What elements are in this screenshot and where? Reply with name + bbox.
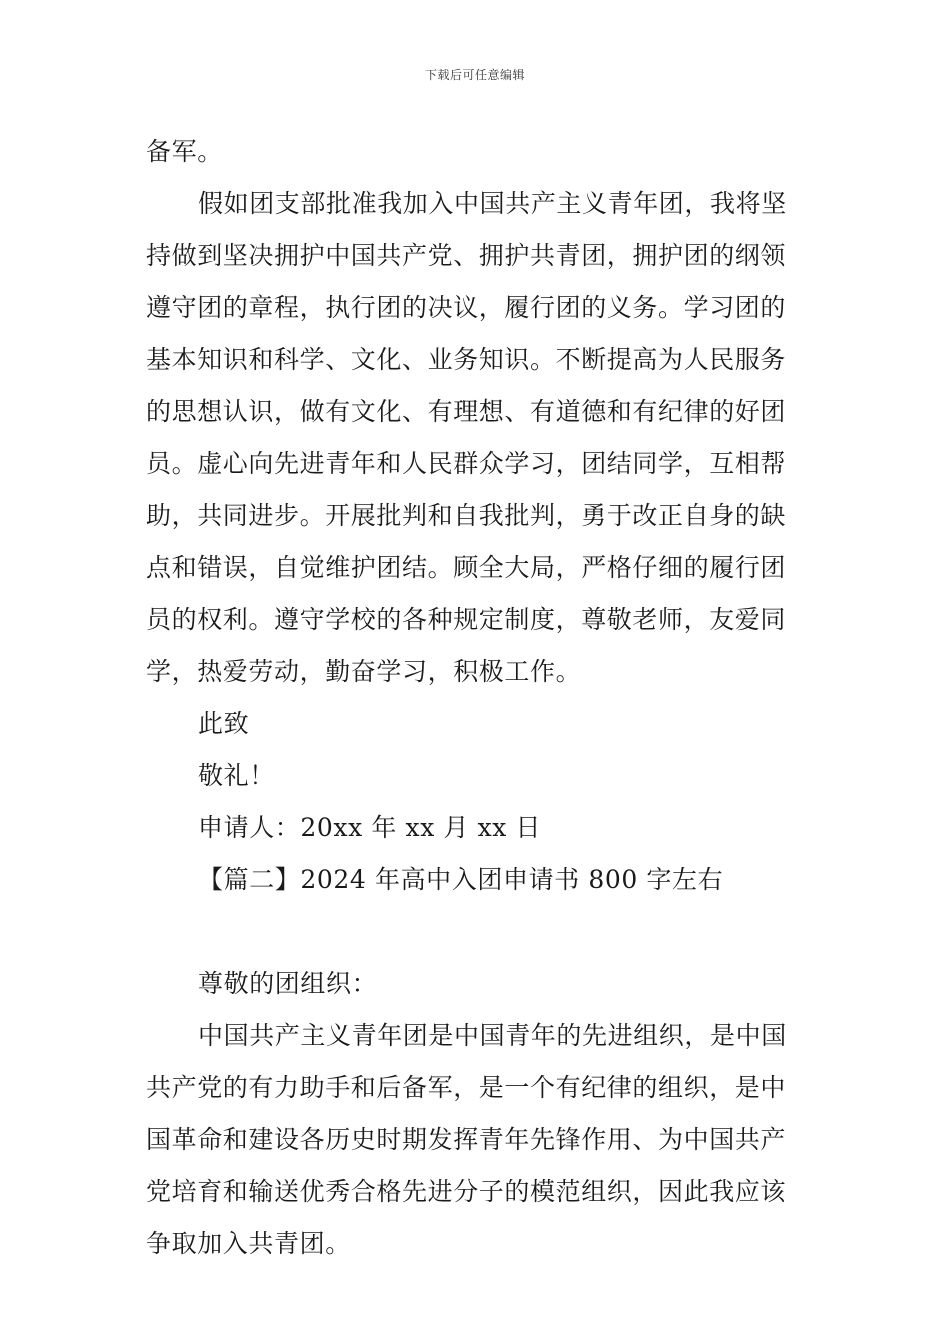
text-line: 点和错误，自觉维护团结。顾全大局，严格仔细的履行团 [146,553,787,582]
text-line: 党培育和输送优秀合格先进分子的模范组织，因此我应该 [146,1177,787,1206]
text-line: 国革命和建设各历史时期发挥青年先锋作用、为中国共产 [146,1125,787,1154]
text-line: 争取加入共青团。 [146,1229,351,1258]
text-line: 中国共产主义青年团是中国青年的先进组织，是中国 [198,1021,787,1050]
text-line: 假如团支部批准我加入中国共产主义青年团，我将坚 [198,189,787,218]
signature-line: 申请人：20xx 年 xx 月 xx 日 [198,813,542,842]
text-line: 员的权利。遵守学校的各种规定制度，尊敬老师，友爱同 [146,605,787,634]
text-line: 助，共同进步。开展批判和自我批判，勇于改正自身的缺 [146,501,787,530]
text-line: 基本知识和科学、文化、业务知识。不断提高为人民服务 [146,345,787,374]
text-line: 持做到坚决拥护中国共产党、拥护共青团，拥护团的纲领 [146,241,787,270]
text-line: 学，热爱劳动，勤奋学习，积极工作。 [146,657,582,686]
page-header: 下载后可任意编辑 [424,68,525,82]
text-line: 备军。 [146,137,223,166]
document-body [146,126,806,1270]
closing-line: 此致 [198,709,250,738]
blank-line [146,906,806,958]
text-line: 的思想认识，做有文化、有理想、有道德和有纪律的好团 [146,397,787,426]
section-title: 【篇二】2024 年高中入团申请书 800 字左右 [198,865,724,894]
closing-line: 敬礼！ [198,761,275,790]
text-line: 遵守团的章程，执行团的决议，履行团的义务。学习团的 [146,293,787,322]
text-line: 员。虚心向先进青年和人民群众学习，团结同学，互相帮 [146,449,787,478]
salutation: 尊敬的团组织： [198,969,378,998]
text-line: 共产党的有力助手和后备军，是一个有纪律的组织，是中 [146,1073,787,1102]
